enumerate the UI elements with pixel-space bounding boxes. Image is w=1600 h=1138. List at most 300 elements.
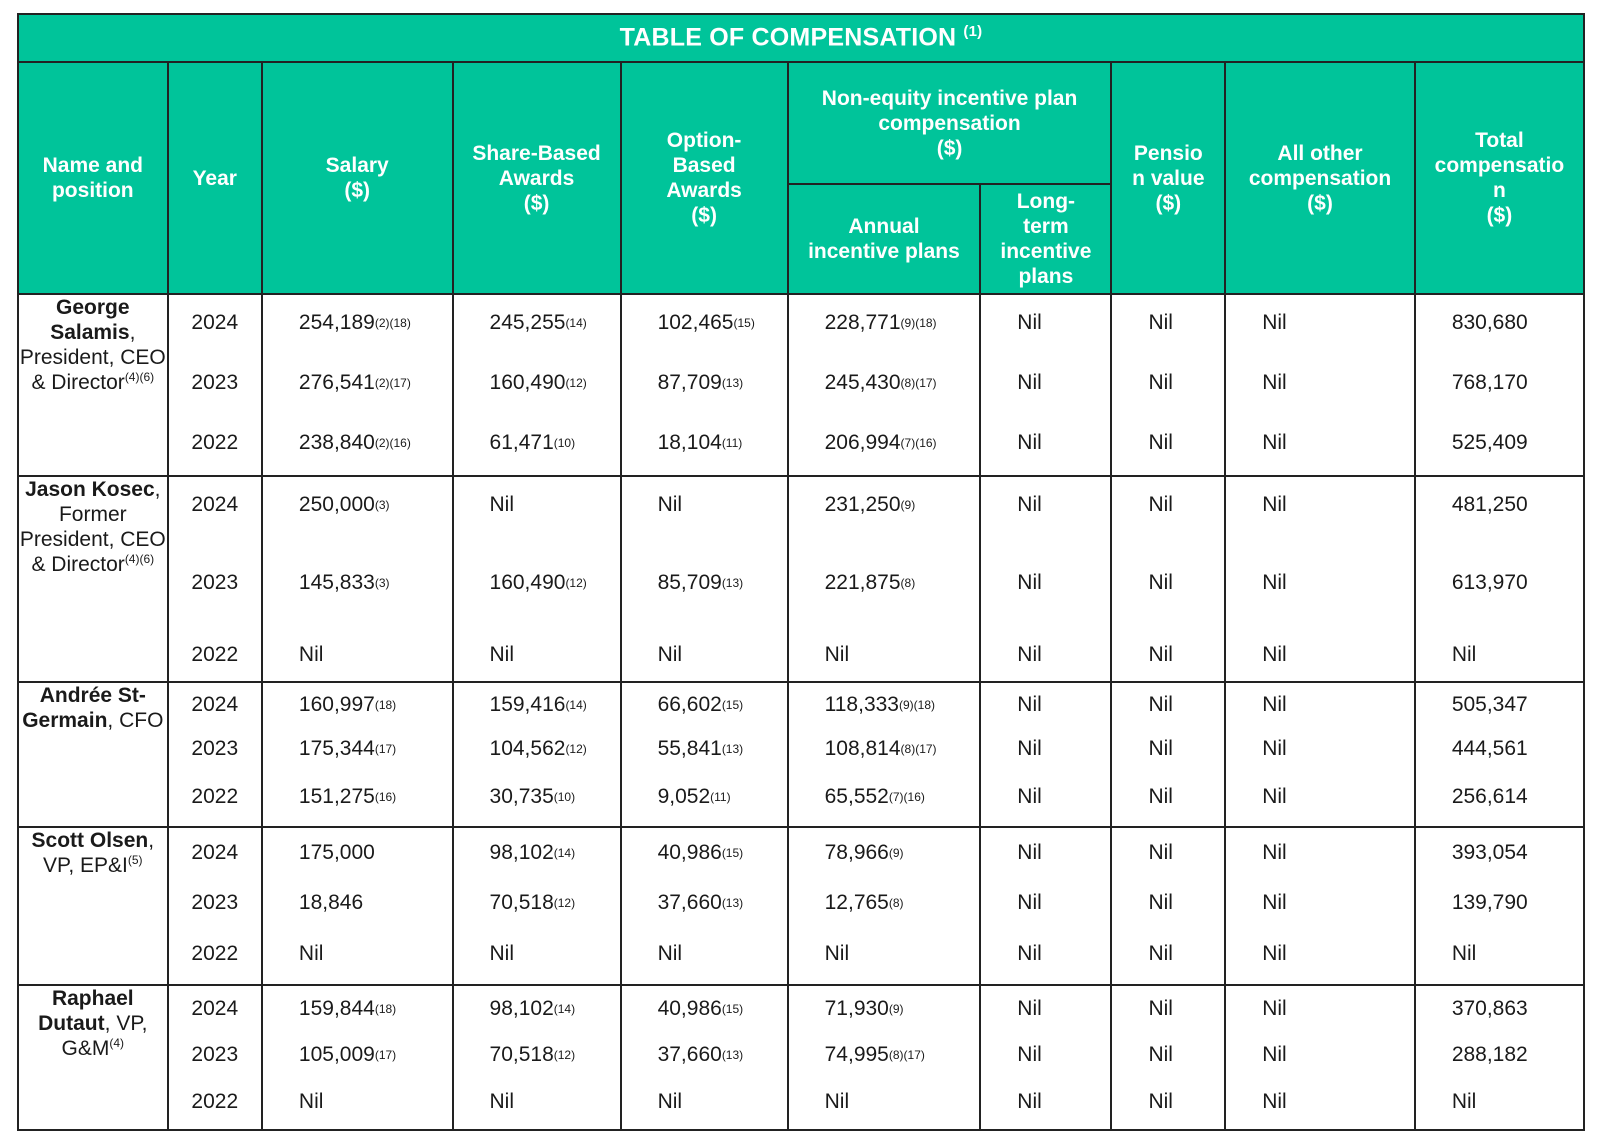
share-value-line: 159,416 (14) (489, 692, 587, 716)
option-value: 18,104 (657, 431, 722, 454)
annual-value: 108,814 (824, 736, 901, 760)
salary-value-line: 250,000 (3) (298, 492, 390, 516)
other-value-line (1226, 771, 1414, 823)
other-value-line (1226, 1078, 1414, 1126)
year-value: 2022 (191, 1090, 239, 1114)
option-value: Nil (657, 1090, 683, 1114)
share-value: 30,735 (489, 784, 554, 808)
share-cell (453, 294, 621, 476)
year-cell (168, 827, 262, 985)
other-value: Nil (1262, 942, 1287, 966)
pension-value: Nil (1148, 840, 1173, 864)
annual-value-line: 231,250 (9) (824, 492, 916, 516)
other-value: Nil (1262, 692, 1287, 716)
total-value: 139,790 (1451, 890, 1528, 914)
person-position: VP, EP&I (43, 853, 128, 877)
salary-value-line (263, 1078, 452, 1126)
year-value: 2022 (191, 642, 239, 666)
salary-cell (262, 682, 453, 827)
table-title-note: (1) (963, 23, 983, 41)
total-cell (1415, 476, 1584, 682)
person-position: Former President, CEO & Director (19, 502, 166, 576)
pension-value: Nil (1148, 692, 1173, 716)
pension-value: Nil (1148, 736, 1173, 760)
longterm-value: Nil (1017, 784, 1042, 808)
year-value: 2022 (191, 431, 239, 454)
total-value-line (1416, 477, 1583, 533)
year-value: 2024 (191, 840, 239, 864)
share-value: 70,518 (489, 1043, 554, 1067)
option-value: 85,709 (657, 570, 722, 594)
share-value: 160,490 (489, 371, 566, 394)
annual-cell (788, 985, 981, 1130)
pension-value-line (1112, 771, 1224, 823)
total-value-line (1416, 828, 1583, 878)
person-name: George Salamis (50, 296, 130, 344)
option-value: 66,602 (657, 692, 722, 716)
salary-cell (262, 476, 453, 682)
other-value-line (1226, 1032, 1414, 1078)
option-value: Nil (657, 492, 683, 516)
salary-value-line: 105,009 (17) (298, 1043, 397, 1067)
share-value-line: 30,735 (10) (489, 784, 576, 808)
share-value-line: 160,490 (12) (489, 371, 587, 394)
annual-value-line: 74,995 (8)(17) (824, 1043, 925, 1067)
person-block (18, 985, 1584, 1130)
option-value-line (622, 1078, 787, 1126)
total-cell (1415, 294, 1584, 476)
pension-value-line (1112, 928, 1224, 981)
annual-value-line: 71,930 (9) (824, 997, 904, 1021)
total-value: 525,409 (1451, 431, 1528, 454)
salary-value: 175,000 (298, 840, 375, 864)
other-value-line (1226, 683, 1414, 727)
longterm-value-line (981, 1032, 1110, 1078)
annual-value: 245,430 (824, 371, 901, 394)
option-value-line: 40,986 (15) (657, 997, 744, 1021)
longterm-value: Nil (1017, 311, 1042, 334)
share-value: Nil (489, 942, 515, 966)
salary-value-line (263, 828, 452, 878)
salary-value: Nil (298, 1090, 324, 1114)
share-value-line: 245,255 (14) (489, 311, 587, 334)
total-value: 370,863 (1451, 997, 1528, 1021)
pension-value: Nil (1148, 642, 1173, 666)
option-value-line: 37,660 (13) (657, 1043, 744, 1067)
annual-value-line: 206,994 (7)(16) (824, 431, 937, 454)
year-cell (168, 476, 262, 682)
annual-value: 65,552 (824, 784, 889, 808)
longterm-value: Nil (1017, 840, 1042, 864)
other-value: Nil (1262, 431, 1287, 454)
pension-value: Nil (1148, 784, 1173, 808)
longterm-value: Nil (1017, 890, 1042, 914)
option-cell (621, 476, 788, 682)
option-value-line: 85,709 (13) (657, 570, 744, 594)
person-name: Andrée St-Germain (22, 683, 146, 732)
name-position-cell: Andrée St-Germain, CFO (18, 682, 168, 827)
option-cell (621, 682, 788, 827)
share-value: 70,518 (489, 890, 554, 914)
longterm-value-line (981, 351, 1110, 415)
share-value: 98,102 (489, 840, 554, 864)
total-value-line (1416, 1032, 1583, 1078)
header-other: All other compensation ($) (1225, 62, 1415, 294)
longterm-value: Nil (1017, 692, 1042, 716)
longterm-value: Nil (1017, 570, 1042, 594)
year-value: 2024 (191, 997, 239, 1021)
total-value: Nil (1451, 942, 1477, 966)
other-value: Nil (1262, 311, 1287, 334)
person-block (18, 476, 1584, 682)
name-position-cell: Scott Olsen, VP, EP&I$^{(5)}$ (18, 827, 168, 985)
year-value: 2023 (191, 371, 239, 394)
annual-value: 118,333 (824, 692, 899, 716)
header-share-based: Share-Based Awards ($) (453, 62, 621, 294)
option-value-line: 102,465 (15) (657, 311, 755, 334)
annual-value-line: 65,552 (7)(16) (824, 784, 925, 808)
annual-value-line: 118,333 (9)(18) (824, 692, 935, 716)
salary-cell (262, 985, 453, 1130)
total-value-line (1416, 727, 1583, 771)
option-value-line (622, 477, 787, 533)
share-value-line (454, 1078, 620, 1126)
position-footnote: (4) (109, 1036, 125, 1051)
option-value-line (622, 633, 787, 677)
year-value: 2023 (191, 736, 239, 760)
total-value: Nil (1451, 642, 1477, 666)
option-value: 40,986 (657, 997, 722, 1021)
longterm-value-line (981, 1078, 1110, 1126)
pension-value-line (1112, 477, 1224, 533)
year-value: 2023 (191, 570, 239, 594)
other-value-line (1226, 828, 1414, 878)
total-value-line (1416, 415, 1583, 471)
option-value-line: 55,841 (13) (657, 736, 744, 760)
annual-value: 206,994 (824, 431, 901, 454)
longterm-value-line (981, 771, 1110, 823)
share-value: 104,562 (489, 736, 566, 760)
total-value: 830,680 (1451, 311, 1528, 334)
pension-cell (1111, 476, 1225, 682)
option-value: 37,660 (657, 1043, 722, 1067)
year-value: 2024 (191, 311, 239, 334)
other-cell (1225, 827, 1415, 985)
salary-value-line (263, 878, 452, 928)
other-value-line (1226, 477, 1414, 533)
longterm-value-line (981, 727, 1110, 771)
salary-value-line: 276,541 (2)(17) (298, 371, 411, 394)
salary-cell (262, 827, 453, 985)
other-value: Nil (1262, 492, 1287, 516)
compensation-table (17, 13, 1585, 1131)
salary-value-line: 160,997 (18) (298, 692, 397, 716)
other-value-line (1226, 986, 1414, 1032)
share-value-line: 70,518 (12) (489, 1043, 576, 1067)
pension-value-line (1112, 295, 1224, 351)
total-value-line (1416, 351, 1583, 415)
longterm-value: Nil (1017, 642, 1042, 666)
option-value: 55,841 (657, 736, 722, 760)
total-value-line (1416, 533, 1583, 633)
name-position-cell: George Salamis, President, CEO & Director$^{(4)(6)}$ (18, 294, 168, 476)
annual-value-line: 245,430 (8)(17) (824, 371, 937, 394)
other-value: Nil (1262, 1090, 1287, 1114)
year-value: 2022 (191, 942, 239, 966)
option-cell (621, 294, 788, 476)
total-value: 768,170 (1451, 371, 1528, 394)
pension-value-line (1112, 878, 1224, 928)
share-value: Nil (489, 1090, 515, 1114)
share-value-line: 104,562 (12) (489, 736, 587, 760)
salary-value: 250,000 (298, 492, 375, 516)
longterm-value: Nil (1017, 997, 1042, 1021)
pension-value-line (1112, 1032, 1224, 1078)
option-value: 87,709 (657, 371, 722, 394)
option-value-line: 40,986 (15) (657, 840, 744, 864)
salary-value-line: 151,275 (16) (298, 784, 397, 808)
salary-value-line (263, 633, 452, 677)
share-value: 160,490 (489, 570, 566, 594)
longterm-value-line (981, 828, 1110, 878)
annual-value: Nil (824, 642, 850, 666)
header-name-position: Name and position (18, 62, 168, 294)
header-salary: Salary ($) (262, 62, 453, 294)
header-year: Year (168, 62, 262, 294)
annual-value: 221,875 (824, 570, 901, 594)
total-value-line (1416, 1078, 1583, 1126)
other-value-line (1226, 727, 1414, 771)
share-value-line (454, 477, 620, 533)
other-cell (1225, 476, 1415, 682)
annual-value: 231,250 (824, 492, 901, 516)
annual-value: Nil (824, 1090, 850, 1114)
person-position: VP, G&M (61, 1012, 148, 1061)
longterm-value: Nil (1017, 371, 1042, 394)
longterm-value: Nil (1017, 736, 1042, 760)
annual-cell (788, 476, 981, 682)
annual-value: 71,930 (824, 997, 889, 1021)
person-block (18, 682, 1584, 827)
other-value-line (1226, 928, 1414, 981)
share-value-line: 70,518 (12) (489, 890, 576, 914)
option-value: 9,052 (657, 784, 711, 808)
other-cell (1225, 682, 1415, 827)
other-value-line (1226, 633, 1414, 677)
table-title-text: TABLE OF COMPENSATION (619, 23, 957, 52)
annual-value-line: 108,814 (8)(17) (824, 736, 937, 760)
longterm-cell (980, 682, 1111, 827)
longterm-value: Nil (1017, 492, 1042, 516)
total-value: 613,970 (1451, 570, 1528, 594)
name-position-cell: Raphael Dutaut, VP, G&M$^{(4)}$ (18, 985, 168, 1130)
salary-value: 145,833 (298, 570, 375, 594)
total-value: 444,561 (1451, 736, 1528, 760)
longterm-value-line (981, 683, 1110, 727)
other-value: Nil (1262, 890, 1287, 914)
pension-value: Nil (1148, 492, 1173, 516)
person-position: President, CEO & Director (19, 346, 166, 394)
option-value-line: 37,660 (13) (657, 890, 744, 914)
year-cell (168, 294, 262, 476)
longterm-value-line (981, 295, 1110, 351)
other-value: Nil (1262, 997, 1287, 1021)
longterm-cell (980, 827, 1111, 985)
pension-cell (1111, 827, 1225, 985)
total-value-line (1416, 683, 1583, 727)
annual-value: 78,966 (824, 840, 889, 864)
longterm-cell (980, 985, 1111, 1130)
salary-value: 254,189 (298, 311, 375, 334)
option-value: 37,660 (657, 890, 722, 914)
pension-value-line (1112, 986, 1224, 1032)
annual-value: 228,771 (824, 311, 901, 334)
person-block (18, 827, 1584, 985)
option-value: Nil (657, 942, 683, 966)
other-value: Nil (1262, 840, 1287, 864)
total-value: 481,250 (1451, 492, 1528, 516)
salary-value: 159,844 (298, 997, 375, 1021)
pension-cell (1111, 985, 1225, 1130)
position-footnote: (5) (127, 852, 143, 867)
longterm-value-line (981, 477, 1110, 533)
annual-value-line (789, 1078, 980, 1126)
year-value: 2023 (191, 1043, 239, 1067)
pension-value: Nil (1148, 1090, 1173, 1114)
share-value: Nil (489, 642, 515, 666)
salary-value: 238,840 (298, 431, 375, 454)
other-cell (1225, 985, 1415, 1130)
other-value: Nil (1262, 784, 1287, 808)
option-value-line: 18,104 (11) (657, 431, 743, 454)
year-value: 2024 (191, 492, 239, 516)
person-name: Raphael Dutaut (38, 987, 134, 1036)
share-value-line: 160,490 (12) (489, 570, 587, 594)
longterm-value-line (981, 415, 1110, 471)
header-pension: Pensio n value ($) (1111, 62, 1225, 294)
table-title (18, 14, 1584, 62)
salary-value: 160,997 (298, 692, 375, 716)
share-value: 98,102 (489, 997, 554, 1021)
salary-cell (262, 294, 453, 476)
total-value: 505,347 (1451, 692, 1528, 716)
option-cell (621, 985, 788, 1130)
annual-value-line: 78,966 (9) (824, 840, 904, 864)
other-value: Nil (1262, 736, 1287, 760)
option-value-line: 9,052 (11) (657, 784, 731, 808)
other-value: Nil (1262, 371, 1287, 394)
option-value-line: 66,602 (15) (657, 692, 744, 716)
year-value: 2024 (191, 692, 239, 716)
salary-value-line: 238,840 (2)(16) (298, 431, 411, 454)
share-value-line (454, 928, 620, 981)
share-cell (453, 682, 621, 827)
total-cell (1415, 985, 1584, 1130)
annual-cell (788, 294, 981, 476)
pension-value-line (1112, 683, 1224, 727)
header-annual: Annual incentive plans (788, 184, 981, 294)
annual-value: Nil (824, 942, 850, 966)
longterm-value: Nil (1017, 431, 1042, 454)
other-value-line (1226, 415, 1414, 471)
salary-value: 175,344 (298, 736, 375, 760)
pension-value: Nil (1148, 942, 1173, 966)
year-value: 2023 (191, 890, 239, 914)
annual-cell (788, 682, 981, 827)
position-footnote: (4)(6) (124, 551, 155, 566)
share-value-line: 98,102 (14) (489, 997, 576, 1021)
total-value-line (1416, 771, 1583, 823)
person-name: Jason Kosec (25, 477, 155, 501)
pension-value-line (1112, 633, 1224, 677)
other-value-line (1226, 533, 1414, 633)
other-value-line (1226, 878, 1414, 928)
person-block (18, 294, 1584, 476)
option-value-line (622, 928, 787, 981)
option-value: 102,465 (657, 311, 734, 334)
pension-value: Nil (1148, 311, 1173, 334)
annual-value-line (789, 928, 980, 981)
annual-value: 74,995 (824, 1043, 889, 1067)
pension-value: Nil (1148, 431, 1173, 454)
header-total: Total compensatio n ($) (1415, 62, 1584, 294)
pension-cell (1111, 682, 1225, 827)
option-value-line: 87,709 (13) (657, 371, 744, 394)
longterm-cell (980, 476, 1111, 682)
pension-value-line (1112, 415, 1224, 471)
pension-value: Nil (1148, 371, 1173, 394)
longterm-value-line (981, 928, 1110, 981)
longterm-value-line (981, 986, 1110, 1032)
year-value: 2022 (191, 784, 239, 808)
longterm-value: Nil (1017, 1043, 1042, 1067)
annual-value: 12,765 (824, 890, 889, 914)
header-option-based: Option- Based Awards ($) (621, 62, 788, 294)
annual-value-line: 221,875 (8) (824, 570, 916, 594)
salary-value: 18,846 (298, 890, 364, 914)
longterm-value-line (981, 533, 1110, 633)
year-cell (168, 682, 262, 827)
pension-value-line (1112, 828, 1224, 878)
pension-value-line (1112, 533, 1224, 633)
total-value: 393,054 (1451, 840, 1528, 864)
annual-value-line: 228,771 (9)(18) (824, 311, 937, 334)
share-value: 159,416 (489, 692, 566, 716)
total-value-line (1416, 878, 1583, 928)
other-value: Nil (1262, 570, 1287, 594)
other-value-line (1226, 351, 1414, 415)
total-value-line (1416, 633, 1583, 677)
longterm-value: Nil (1017, 1090, 1042, 1114)
person-position: CFO (119, 708, 164, 732)
name-position-cell: Jason Kosec, Former President, CEO & Director$^{(4)(6)}$ (18, 476, 168, 682)
pension-value: Nil (1148, 997, 1173, 1021)
pension-value-line (1112, 727, 1224, 771)
other-value: Nil (1262, 642, 1287, 666)
share-cell (453, 827, 621, 985)
longterm-value-line (981, 633, 1110, 677)
other-value-line (1226, 295, 1414, 351)
salary-value-line: 175,344 (17) (298, 736, 397, 760)
option-value: Nil (657, 642, 683, 666)
longterm-value-line (981, 878, 1110, 928)
share-value: 61,471 (489, 431, 554, 454)
person-name: Scott Olsen (31, 828, 149, 852)
longterm-value: Nil (1017, 942, 1042, 966)
total-value: Nil (1451, 1090, 1477, 1114)
position-footnote: (4)(6) (124, 370, 155, 384)
pension-value-line (1112, 351, 1224, 415)
